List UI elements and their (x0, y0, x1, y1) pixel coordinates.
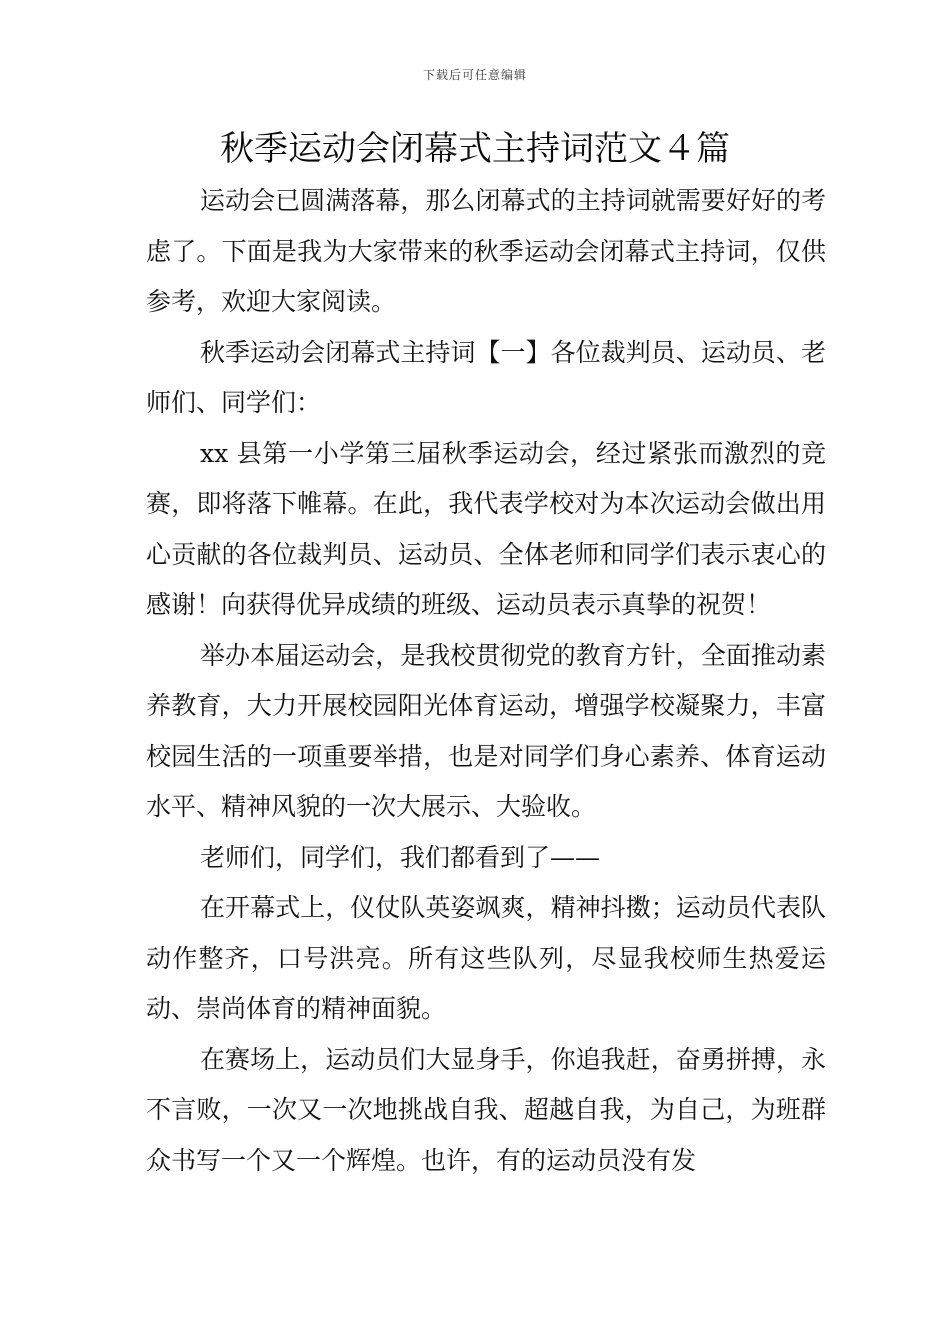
document-title: 秋季运动会闭幕式主持词范文４篇 (220, 129, 730, 169)
header-note: 下载后可任意编辑 (422, 68, 527, 82)
paragraph-intro: 运动会已圆满落幕，那么闭幕式的主持词就需要好好的考虑了。下面是我为大家带来的秋季运动会闭幕式主持词，仅供参考，欢迎大家阅读。 (146, 186, 826, 316)
paragraph-opening: xx 县第一小学第三届秋季运动会，经过紧张而激烈的竞赛，即将落下帷幕。在此，我代表学校对为本次运动会做出用心贡献的各位裁判员、运动员、全体老师和同学们表示衷心的感谢！向获得优异成绩的班级、运动员表示真挚的祝贺！ (146, 438, 826, 619)
paragraph-significance: 举办本届运动会，是我校贯彻党的教育方针，全面推动素养教育，大力开展校园阳光体育运动，增强学校凝聚力，丰富校园生活的一项重要举措，也是对同学们身心素养、体育运动水平、精神风貌的一次大展示、大验收。 (146, 640, 826, 821)
paragraph-address: 老师们，同学们，我们都看到了—— (200, 842, 601, 872)
paragraph-section-one-heading: 秋季运动会闭幕式主持词【一】各位裁判员、运动员、老师们、同学们： (146, 337, 826, 417)
paragraph-opening-ceremony: 在开幕式上，仪仗队英姿飒爽，精神抖擞；运动员代表队动作整齐，口号洪亮。所有这些队列，尽显我校师生热爱运动、崇尚体育的精神面貌。 (146, 893, 826, 1023)
document-body (146, 176, 826, 1186)
paragraph-competition: 在赛场上，运动员们大显身手，你追我赶，奋勇拼搏，永不言败，一次又一次地挑战自我、超越自我，为自己，为班群众书写一个又一个辉煌。也许，有的运动员没有发 (146, 1044, 826, 1175)
